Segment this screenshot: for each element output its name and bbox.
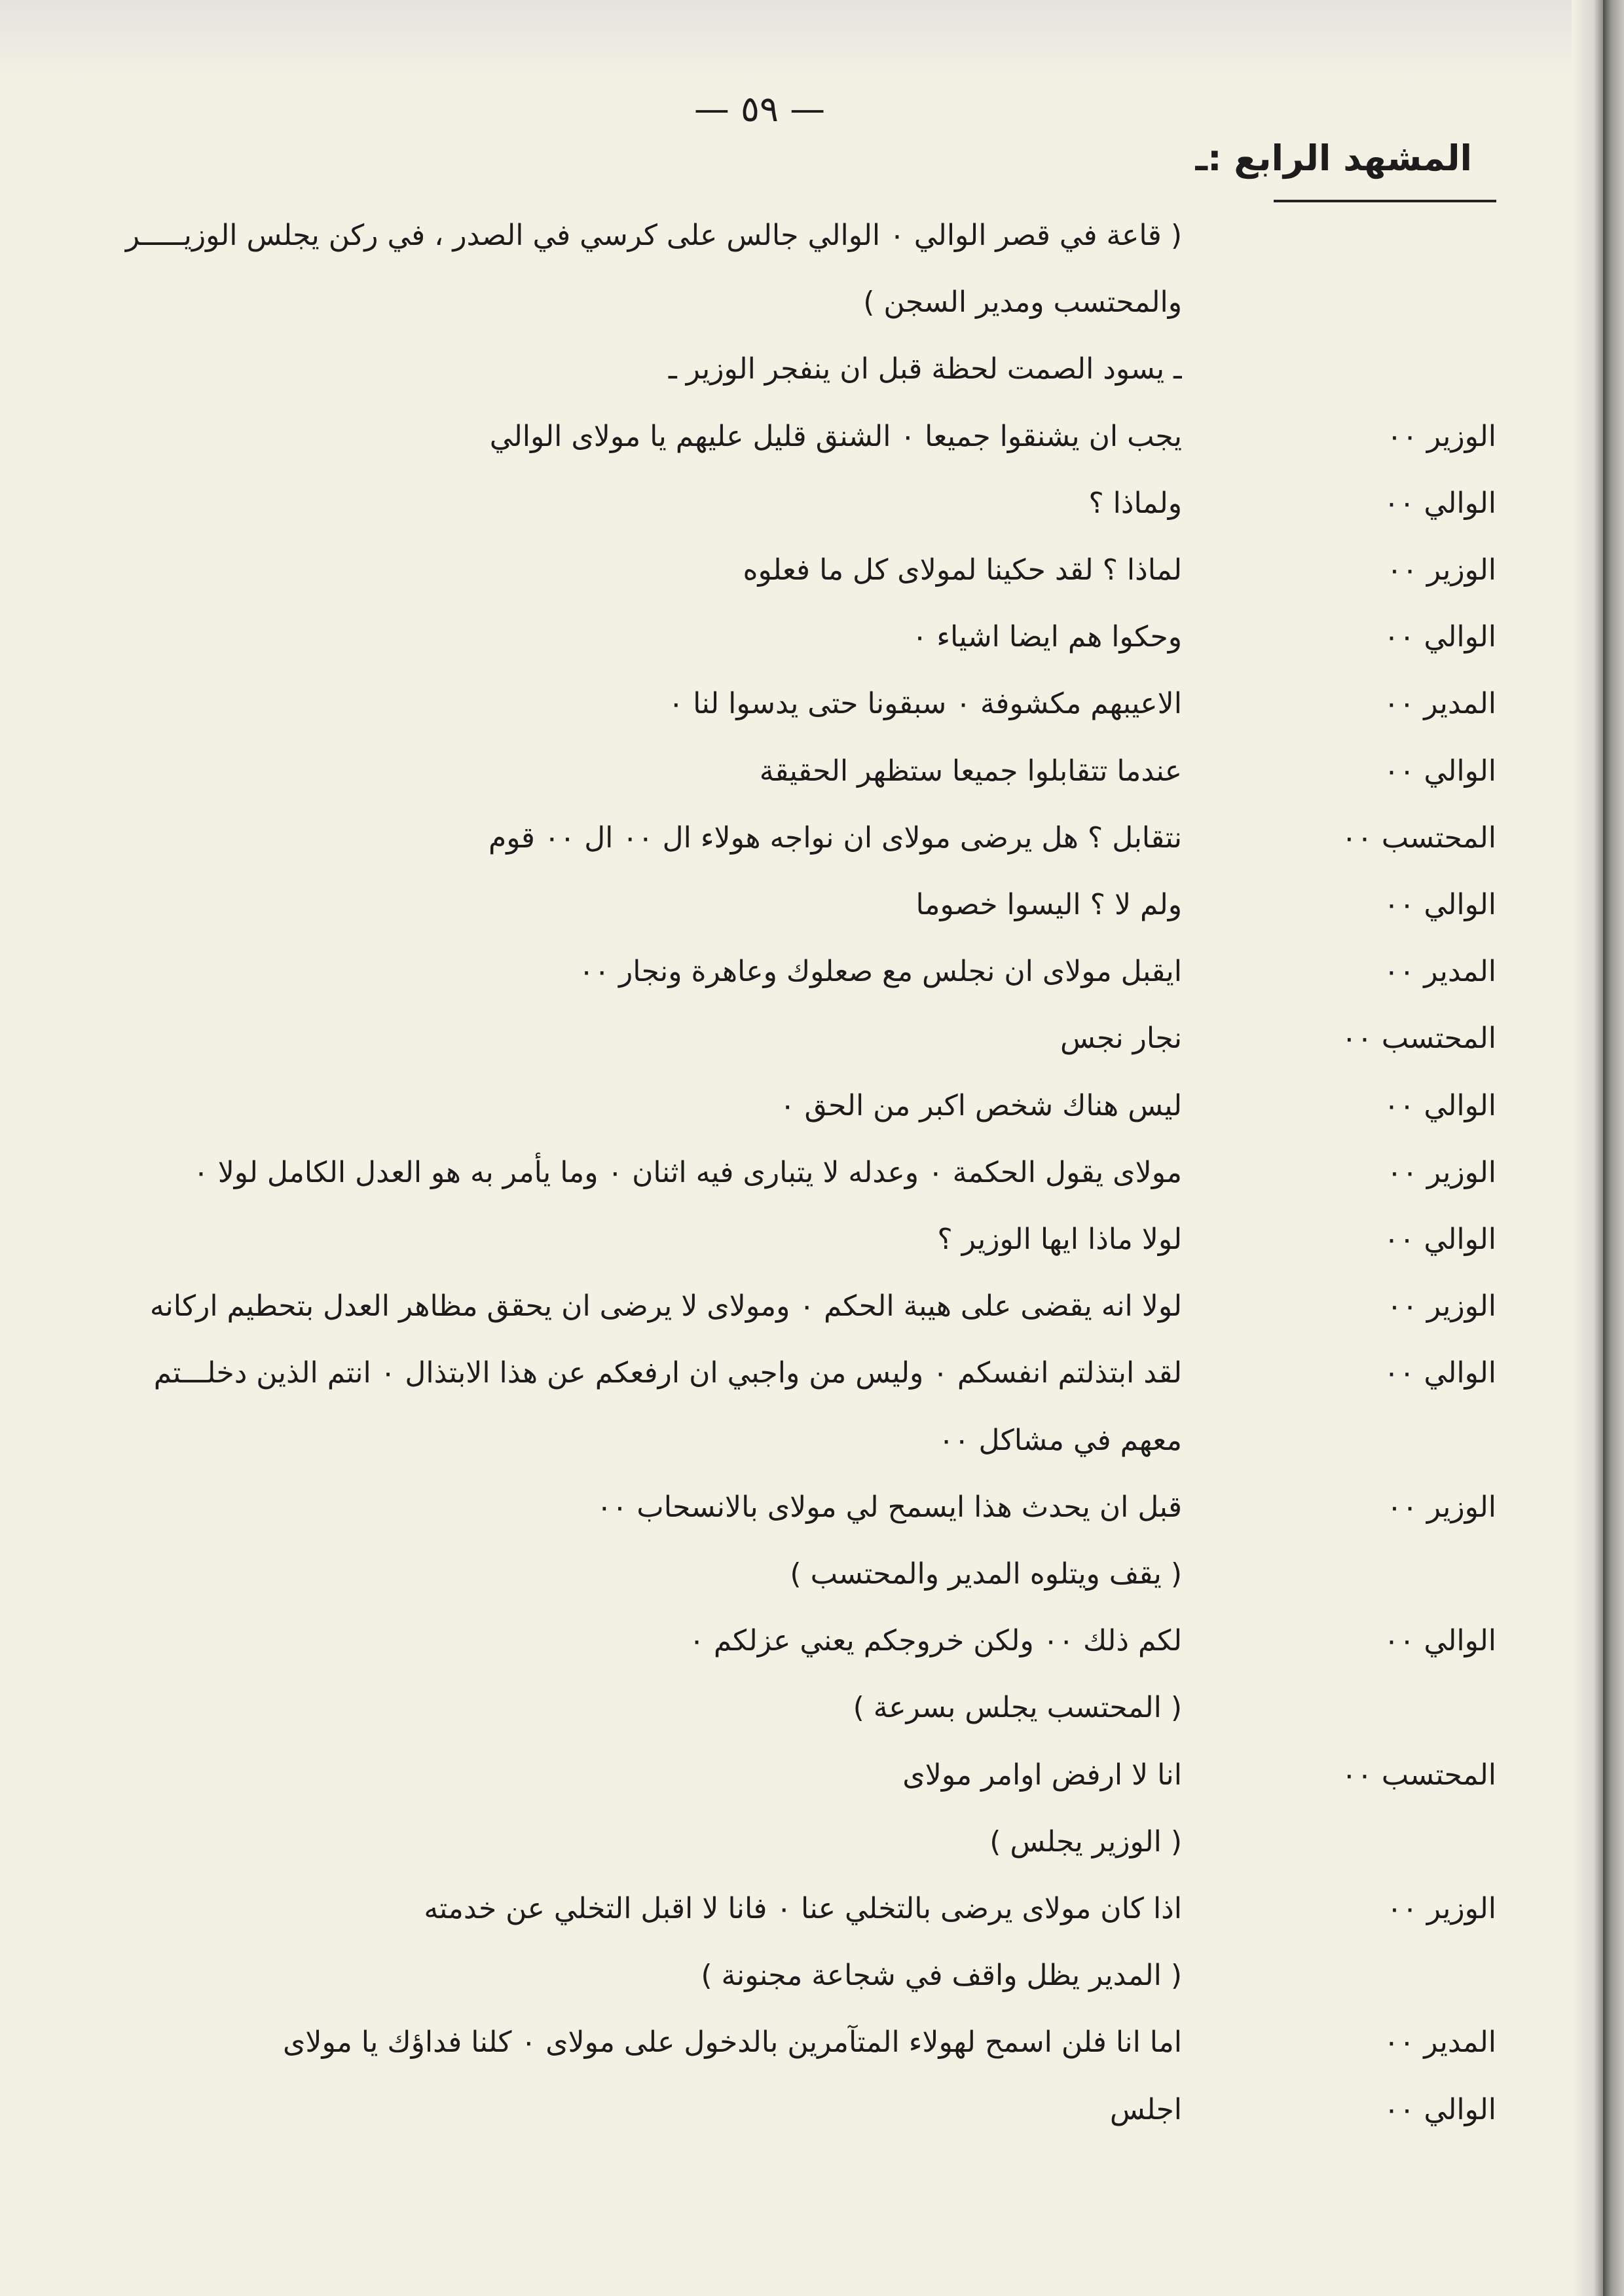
speaker-name: الوالي ٠٠ bbox=[1384, 888, 1496, 921]
speaker-name: الوالي ٠٠ bbox=[1384, 1624, 1496, 1658]
line-text: انا لا ارفض اوامر مولاى bbox=[902, 1758, 1182, 1792]
stage-direction bbox=[39, 1415, 1496, 1467]
stage-direction bbox=[39, 276, 1496, 329]
speaker-name: الوزير ٠٠ bbox=[1386, 1289, 1496, 1324]
line-text: نتقابل ؟ هل يرضى مولاى ان نواجه هولاء ال ٠٠ ال ٠٠ قوم bbox=[488, 821, 1182, 855]
dialogue-line bbox=[39, 1615, 1496, 1667]
line-text: لماذا ؟ لقد حكينا لمولاى كل ما فعلوه bbox=[743, 553, 1182, 587]
speaker-name: الوالي ٠٠ bbox=[1384, 1223, 1496, 1256]
speaker-name: الوالي ٠٠ bbox=[1384, 486, 1496, 520]
line-text: ولماذا ؟ bbox=[1088, 486, 1182, 520]
dialogue-line bbox=[39, 678, 1496, 730]
line-text: لولا انه يقضى على هيبة الحكم ٠ ومولاى لا يرضى ان يحقق مظاهر العدل بتحطيم اركانه bbox=[149, 1289, 1182, 1324]
page-number: — ٥٩ — bbox=[693, 88, 826, 130]
line-text: والمحتسب ومدير السجن ) bbox=[863, 286, 1182, 320]
speaker-name: المدير ٠٠ bbox=[1384, 955, 1496, 989]
stage-direction bbox=[39, 343, 1496, 396]
speaker-name: الوزير ٠٠ bbox=[1386, 419, 1496, 453]
speaker-name: الوالي ٠٠ bbox=[1384, 2092, 1496, 2126]
dialogue-line bbox=[39, 1280, 1496, 1333]
speaker-name: الوزير ٠٠ bbox=[1386, 553, 1496, 587]
dialogue-line bbox=[39, 411, 1496, 463]
page-binding-shadow bbox=[1572, 0, 1603, 2296]
line-text: عندما تتقابلوا جميعا ستظهر الحقيقة bbox=[759, 754, 1182, 788]
stage-direction bbox=[39, 1816, 1496, 1868]
line-text: اما انا فلن اسمح لهولاء المتآمرين بالدخول على مولاى ٠ كلنا فداؤك يا مولاى bbox=[282, 2026, 1182, 2060]
speaker-name: الوالي ٠٠ bbox=[1384, 754, 1496, 788]
line-text: اجلس bbox=[1109, 2092, 1182, 2126]
speaker-name: الوالي ٠٠ bbox=[1384, 620, 1496, 654]
line-text: ايقبل مولاى ان نجلس مع صعلوك وعاهرة ونجار ٠٠ bbox=[578, 955, 1182, 989]
speaker-name: المحتسب ٠٠ bbox=[1341, 1758, 1496, 1792]
dialogue-line bbox=[39, 477, 1496, 530]
dialogue-line bbox=[39, 946, 1496, 998]
line-text: قبل ان يحدث هذا ايسمح لي مولاى بالانسحاب ٠٠ bbox=[597, 1490, 1182, 1524]
line-text: ـ يسود الصمت لحظة قبل ان ينفجر الوزير ـ bbox=[668, 352, 1182, 386]
dialogue-line bbox=[39, 1147, 1496, 1199]
dialogue-line bbox=[39, 611, 1496, 663]
speaker-name: المدير ٠٠ bbox=[1384, 687, 1496, 721]
line-text: يجب ان يشنقوا جميعا ٠ الشنق قليل عليهم يا مولاى الوالي bbox=[489, 419, 1182, 453]
line-text: لكم ذلك ٠٠ ولكن خروجكم يعني عزلكم ٠ bbox=[689, 1624, 1182, 1658]
speaker-name: المحتسب ٠٠ bbox=[1341, 821, 1496, 855]
dialogue-line bbox=[39, 1213, 1496, 1266]
line-text: نجار نجس bbox=[1060, 1022, 1182, 1056]
dialogue-line bbox=[39, 1080, 1496, 1132]
dialogue-line bbox=[39, 1481, 1496, 1534]
dialogue-line bbox=[39, 1883, 1496, 1935]
dialogue-line bbox=[39, 812, 1496, 864]
line-text: ليس هناك شخص اكبر من الحق ٠ bbox=[779, 1088, 1182, 1122]
stage-direction bbox=[39, 1548, 1496, 1601]
line-text: معهم في مشاكل ٠٠ bbox=[938, 1423, 1182, 1457]
line-text: ( الوزير يجلس ) bbox=[989, 1824, 1182, 1859]
stage-direction bbox=[39, 1950, 1496, 2002]
line-text: ( يقف ويتلوه المدير والمحتسب ) bbox=[790, 1557, 1182, 1591]
dialogue-line bbox=[39, 745, 1496, 798]
line-text: الاعيبهم مكشوفة ٠ سبقونا حتى يدسوا لنا ٠ bbox=[668, 687, 1182, 721]
speaker-name: المحتسب ٠٠ bbox=[1341, 1022, 1496, 1056]
line-text: مولاى يقول الحكمة ٠ وعدله لا يتبارى فيه اثنان ٠ وما يأمر به هو العدل الكامل لولا ٠ bbox=[193, 1155, 1182, 1189]
speaker-name: الوالي ٠٠ bbox=[1384, 1356, 1496, 1390]
line-text: ( المدير يظل واقف في شجاعة مجنونة ) bbox=[701, 1959, 1182, 1993]
line-text: ولم لا ؟ اليسوا خصوما bbox=[915, 888, 1182, 921]
dialogue-line bbox=[39, 1012, 1496, 1065]
speaker-name: المدير ٠٠ bbox=[1384, 2026, 1496, 2060]
dialogue-line bbox=[39, 2084, 1496, 2136]
page-top-edge bbox=[0, 0, 1603, 79]
dialogue-line bbox=[39, 544, 1496, 597]
dialogue-line bbox=[39, 2016, 1496, 2069]
line-text: لولا ماذا ايها الوزير ؟ bbox=[937, 1223, 1182, 1256]
dialogue-line bbox=[39, 879, 1496, 931]
dialogue-line bbox=[39, 1749, 1496, 1802]
line-text: وحكوا هم ايضا اشياء ٠ bbox=[912, 620, 1182, 654]
line-text: ( المحتسب يجلس بسرعة ) bbox=[853, 1691, 1182, 1725]
line-text: لقد ابتذلتم انفسكم ٠ وليس من واجبي ان ارفعكم عن هذا الابتذال ٠ انتم الذين دخلـــتم bbox=[153, 1356, 1182, 1390]
line-text: اذا كان مولاى يرضى بالتخلي عنا ٠ فانا لا اقبل التخلي عن خدمته bbox=[424, 1892, 1182, 1925]
speaker-name: الوالي ٠٠ bbox=[1384, 1088, 1496, 1122]
speaker-name: الوزير ٠٠ bbox=[1386, 1490, 1496, 1524]
stage-direction bbox=[39, 1682, 1496, 1734]
stage-direction bbox=[39, 210, 1496, 262]
scene-heading-underline bbox=[1274, 200, 1496, 202]
dialogue-line bbox=[39, 1347, 1496, 1399]
line-text: ( قاعة في قصر الوالي ٠ الوالي جالس على كرسي في الصدر ، في ركن يجلس الوزيـــــر bbox=[125, 219, 1182, 252]
scene-heading: المشهد الرابع :ـ bbox=[1195, 138, 1472, 179]
speaker-name: الوزير ٠٠ bbox=[1386, 1155, 1496, 1189]
scan-edge bbox=[1603, 0, 1624, 2296]
speaker-name: الوزير ٠٠ bbox=[1386, 1892, 1496, 1925]
